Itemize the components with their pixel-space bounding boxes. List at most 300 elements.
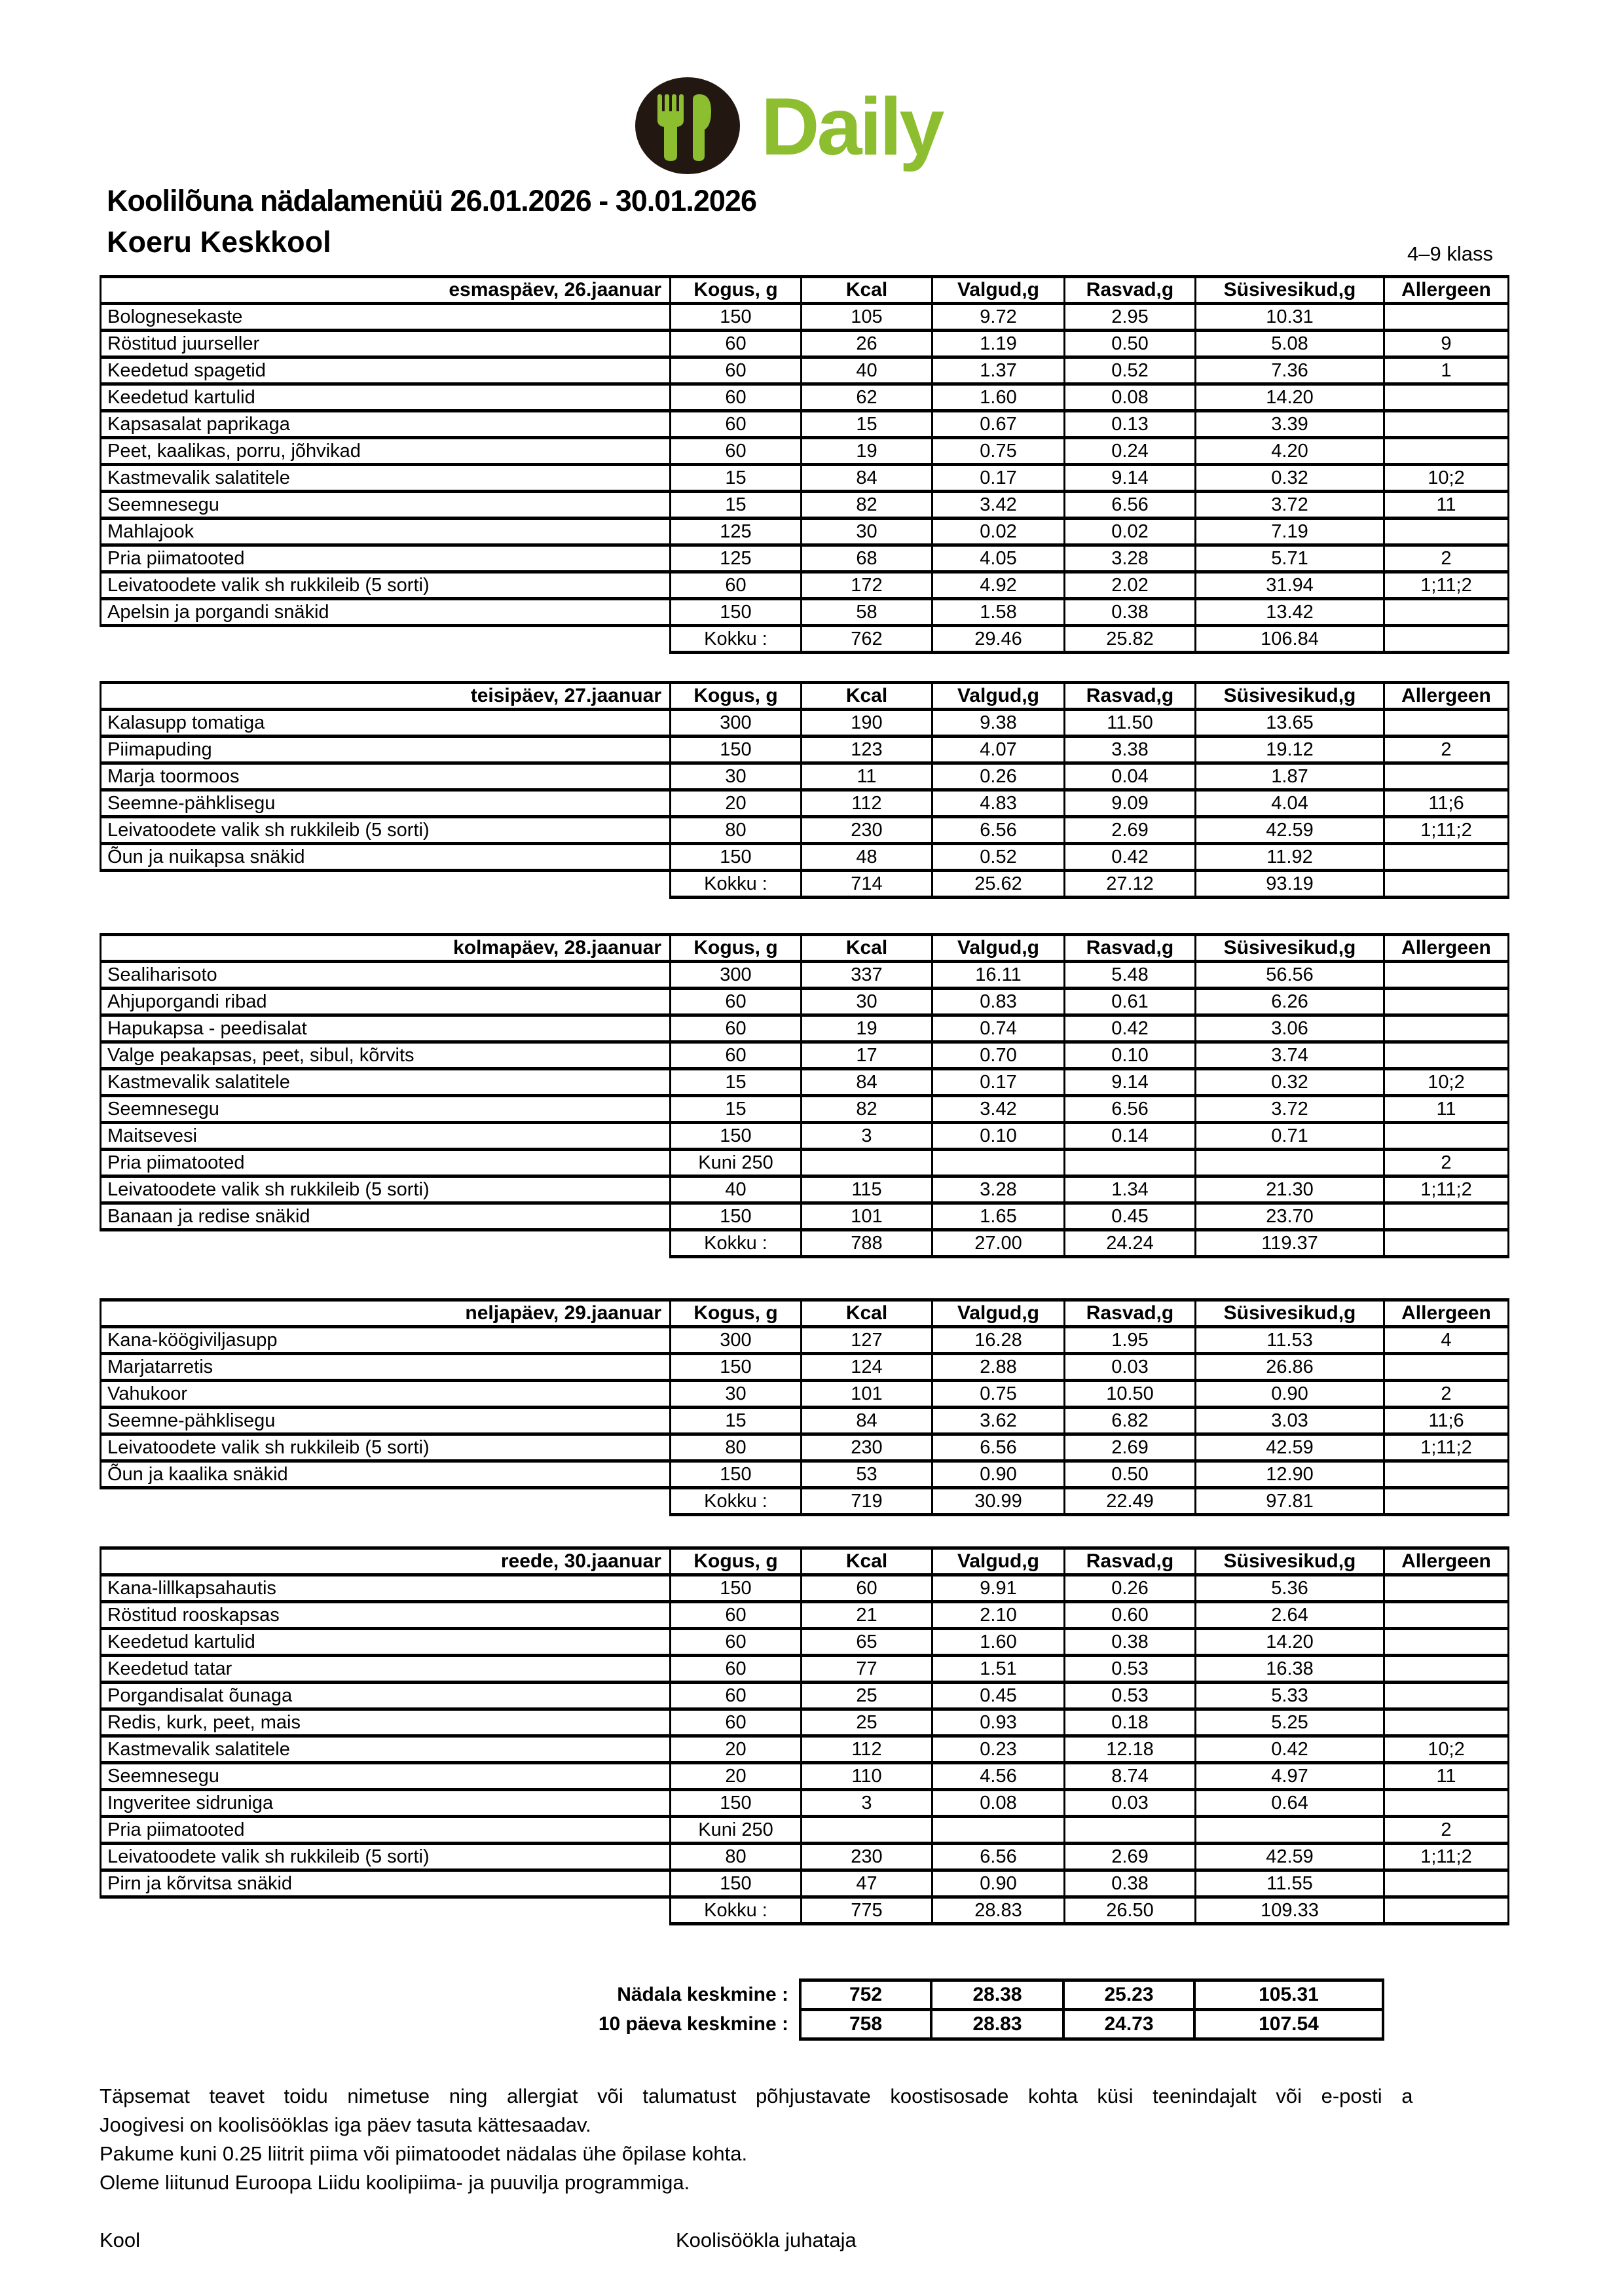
item-value: 0.17	[932, 1069, 1065, 1096]
item-value: 12.90	[1196, 1461, 1384, 1488]
menu-item-row	[101, 519, 1509, 545]
kokku-value: 762	[802, 626, 932, 653]
menu-item-row	[101, 492, 1509, 519]
column-header: Valgud,g	[932, 1300, 1065, 1327]
item-name: Leivatoodete valik sh rukkileib (5 sorti)	[101, 1844, 671, 1870]
kokku-value: 30.99	[932, 1488, 1065, 1515]
item-value: 0.10	[932, 1123, 1065, 1150]
item-value	[802, 1817, 932, 1844]
item-value: 0.90	[1196, 1381, 1384, 1408]
kokku-value: 97.81	[1196, 1488, 1384, 1515]
item-value: 1.65	[932, 1203, 1065, 1230]
kokku-row	[101, 1230, 1509, 1257]
item-value: 60	[671, 1656, 802, 1683]
item-value: 2	[1384, 1817, 1509, 1844]
menu-item-row	[101, 1381, 1509, 1408]
item-value: 5.36	[1196, 1575, 1384, 1602]
item-value: 3.74	[1196, 1042, 1384, 1069]
item-value: 23.70	[1196, 1203, 1384, 1230]
summary-value: 28.38	[931, 1980, 1063, 2010]
blank-cell	[101, 1488, 671, 1515]
item-value: 150	[671, 737, 802, 763]
item-value: 60	[671, 438, 802, 465]
item-value: 11	[1384, 1096, 1509, 1123]
menu-item-row	[101, 438, 1509, 465]
item-value: 30	[802, 989, 932, 1015]
item-value: 6.56	[1065, 1096, 1196, 1123]
column-header: Kogus, g	[671, 277, 802, 304]
item-value: 21.30	[1196, 1176, 1384, 1203]
item-name: Hapukapsa - peedisalat	[101, 1015, 671, 1042]
item-value: 47	[802, 1870, 932, 1897]
day-table	[100, 1298, 1509, 1516]
item-name: Bolognesekaste	[101, 304, 671, 331]
item-value	[1384, 1870, 1509, 1897]
item-value: 0.61	[1065, 989, 1196, 1015]
item-value: 0.50	[1065, 331, 1196, 357]
kokku-value: 788	[802, 1230, 932, 1257]
item-value	[1384, 710, 1509, 737]
item-value: 0.23	[932, 1736, 1065, 1763]
item-name: Mahlajook	[101, 519, 671, 545]
item-value: 15	[671, 1069, 802, 1096]
kokku-value: 25.62	[932, 871, 1065, 898]
item-value: 0.26	[932, 763, 1065, 790]
item-name: Röstitud juurseller	[101, 331, 671, 357]
item-value: 5.71	[1196, 545, 1384, 572]
item-value	[1384, 1123, 1509, 1150]
item-value: 150	[671, 1354, 802, 1381]
menu-item-row	[101, 989, 1509, 1015]
item-value	[1384, 1790, 1509, 1817]
item-value: 15	[671, 1096, 802, 1123]
item-value: 12.18	[1065, 1736, 1196, 1763]
item-value: 40	[671, 1176, 802, 1203]
item-value: 0.90	[932, 1870, 1065, 1897]
item-value: 60	[802, 1575, 932, 1602]
item-value: 82	[802, 1096, 932, 1123]
menu-item-row	[101, 572, 1509, 599]
item-value	[1384, 1354, 1509, 1381]
kokku-value: 119.37	[1196, 1230, 1384, 1257]
item-value: 0.03	[1065, 1790, 1196, 1817]
item-value: 11	[1384, 492, 1509, 519]
item-value: 6.82	[1065, 1408, 1196, 1434]
item-value: 3.06	[1196, 1015, 1384, 1042]
item-value: 60	[671, 1602, 802, 1629]
item-value: 3	[802, 1790, 932, 1817]
day-title: esmaspäev, 26.jaanuar	[101, 277, 671, 304]
item-value: 0.42	[1065, 1015, 1196, 1042]
item-value	[1384, 384, 1509, 411]
item-value: 25	[802, 1683, 932, 1709]
item-value: 2.69	[1065, 817, 1196, 844]
signature-school: Kool	[100, 2229, 141, 2251]
item-value: 150	[671, 1123, 802, 1150]
item-value: 150	[671, 1870, 802, 1897]
item-value: 150	[671, 304, 802, 331]
menu-item-row	[101, 1096, 1509, 1123]
item-value: 337	[802, 962, 932, 989]
item-value: 0.10	[1065, 1042, 1196, 1069]
item-name: Kastmevalik salatitele	[101, 1736, 671, 1763]
day-table	[100, 275, 1509, 654]
item-value: 42.59	[1196, 817, 1384, 844]
column-header: Süsivesikud,g	[1196, 935, 1384, 962]
item-value: 11;6	[1384, 790, 1509, 817]
item-value: 13.42	[1196, 599, 1384, 626]
item-value: 6.56	[932, 1434, 1065, 1461]
summary-label: Nädala keskmine :	[617, 1984, 788, 2005]
column-header: Kogus, g	[671, 683, 802, 710]
item-name: Piimapuding	[101, 737, 671, 763]
item-value: 9.38	[932, 710, 1065, 737]
item-name: Leivatoodete valik sh rukkileib (5 sorti)	[101, 572, 671, 599]
item-value: 2	[1384, 737, 1509, 763]
item-value: 80	[671, 1434, 802, 1461]
item-name: Seemnesegu	[101, 492, 671, 519]
column-header: Allergeen	[1384, 1548, 1509, 1575]
item-name: Leivatoodete valik sh rukkileib (5 sorti)	[101, 1434, 671, 1461]
item-value: 1;11;2	[1384, 1176, 1509, 1203]
item-value: 0.38	[1065, 599, 1196, 626]
item-value: 0.52	[1065, 357, 1196, 384]
item-value: 13.65	[1196, 710, 1384, 737]
item-value: 84	[802, 465, 932, 492]
item-value: 150	[671, 599, 802, 626]
item-value: 14.20	[1196, 384, 1384, 411]
summary-row	[100, 1980, 1383, 2010]
item-value: 2.95	[1065, 304, 1196, 331]
item-value: 30	[802, 519, 932, 545]
item-value	[1384, 1461, 1509, 1488]
item-value	[1384, 1203, 1509, 1230]
kokku-row	[101, 1897, 1509, 1924]
summary-value: 758	[800, 2010, 931, 2039]
item-value: 84	[802, 1408, 932, 1434]
column-header: Süsivesikud,g	[1196, 683, 1384, 710]
item-value: 2.02	[1065, 572, 1196, 599]
column-header: Rasvad,g	[1065, 935, 1196, 962]
item-value: 3.28	[932, 1176, 1065, 1203]
item-value: 1;11;2	[1384, 572, 1509, 599]
item-value: 5.48	[1065, 962, 1196, 989]
item-value: 5.08	[1196, 331, 1384, 357]
item-value: 15	[671, 465, 802, 492]
menu-item-row	[101, 1015, 1509, 1042]
menu-item-row	[101, 1434, 1509, 1461]
item-name: Redis, kurk, peet, mais	[101, 1709, 671, 1736]
blank-cell	[101, 626, 671, 653]
item-name: Kana-köögiviljasupp	[101, 1327, 671, 1354]
item-value	[1384, 599, 1509, 626]
menu-item-row	[101, 1575, 1509, 1602]
item-value: 6.56	[932, 817, 1065, 844]
item-value: 0.53	[1065, 1683, 1196, 1709]
item-value: 4.83	[932, 790, 1065, 817]
item-name: Röstitud rooskapsas	[101, 1602, 671, 1629]
blank-cell	[101, 1897, 671, 1924]
item-value: 1.60	[932, 384, 1065, 411]
item-value: Kuni 250	[671, 1150, 802, 1176]
item-value: 60	[671, 1042, 802, 1069]
item-name: Seemnesegu	[101, 1096, 671, 1123]
item-value	[1384, 763, 1509, 790]
item-value: 2	[1384, 545, 1509, 572]
summary-row	[100, 2010, 1383, 2039]
class-range: 4–9 klass	[1407, 242, 1493, 265]
summary-value: 24.73	[1063, 2010, 1194, 2039]
item-value: 300	[671, 710, 802, 737]
menu-item-row	[101, 790, 1509, 817]
item-name: Kastmevalik salatitele	[101, 1069, 671, 1096]
item-name: Seemnesegu	[101, 1763, 671, 1790]
item-value: 9.09	[1065, 790, 1196, 817]
page-title: Koolilõuna nädalamenüü 26.01.2026 - 30.01.2026	[107, 184, 756, 217]
item-value: 0.03	[1065, 1354, 1196, 1381]
item-value: 1.95	[1065, 1327, 1196, 1354]
item-value: 5.33	[1196, 1683, 1384, 1709]
item-value: 230	[802, 1434, 932, 1461]
column-header: Allergeen	[1384, 277, 1509, 304]
item-value	[932, 1150, 1065, 1176]
item-value: 11.92	[1196, 844, 1384, 871]
item-value: 0.04	[1065, 763, 1196, 790]
item-value: 3.38	[1065, 737, 1196, 763]
item-value: 1.34	[1065, 1176, 1196, 1203]
item-value	[1384, 1683, 1509, 1709]
item-value: 127	[802, 1327, 932, 1354]
column-header: Valgud,g	[932, 935, 1065, 962]
item-value: 190	[802, 710, 932, 737]
menu-item-row	[101, 1602, 1509, 1629]
day-header-row	[101, 935, 1509, 962]
item-value: 25	[802, 1709, 932, 1736]
item-value	[1196, 1150, 1384, 1176]
item-value: 300	[671, 962, 802, 989]
item-value: 3.39	[1196, 411, 1384, 438]
item-value: 125	[671, 545, 802, 572]
item-value: 105	[802, 304, 932, 331]
kokku-label: Kokku :	[671, 1897, 802, 1924]
summary-value: 28.83	[931, 2010, 1063, 2039]
item-value: 3.42	[932, 492, 1065, 519]
item-name: Pria piimatooted	[101, 1150, 671, 1176]
item-value: 60	[671, 357, 802, 384]
item-name: Valge peakapsas, peet, sibul, kõrvits	[101, 1042, 671, 1069]
column-header: Valgud,g	[932, 277, 1065, 304]
menu-item-row	[101, 1069, 1509, 1096]
item-value: 101	[802, 1203, 932, 1230]
item-value: 19	[802, 438, 932, 465]
menu-item-row	[101, 357, 1509, 384]
item-value	[1384, 989, 1509, 1015]
item-value: 65	[802, 1629, 932, 1656]
column-header: Kcal	[802, 683, 932, 710]
item-value: 0.50	[1065, 1461, 1196, 1488]
kokku-label: Kokku :	[671, 1230, 802, 1257]
kokku-value: 28.83	[932, 1897, 1065, 1924]
summary-value: 752	[800, 1980, 931, 2010]
menu-item-row	[101, 1844, 1509, 1870]
item-value: 1.87	[1196, 763, 1384, 790]
item-value: 4.07	[932, 737, 1065, 763]
kokku-value: 109.33	[1196, 1897, 1384, 1924]
daily-logo	[634, 76, 942, 175]
item-value: 19	[802, 1015, 932, 1042]
column-header: Süsivesikud,g	[1196, 277, 1384, 304]
item-value: Kuni 250	[671, 1817, 802, 1844]
item-value: 60	[671, 1015, 802, 1042]
item-value: 2.64	[1196, 1602, 1384, 1629]
kokku-row	[101, 626, 1509, 653]
column-header: Kcal	[802, 1548, 932, 1575]
school-name: Koeru Keskkool	[107, 225, 331, 259]
column-header: Kcal	[802, 935, 932, 962]
menu-item-row	[101, 331, 1509, 357]
item-value: 101	[802, 1381, 932, 1408]
item-value: 3.03	[1196, 1408, 1384, 1434]
item-value: 0.08	[932, 1790, 1065, 1817]
item-value: 1.19	[932, 331, 1065, 357]
item-value	[1384, 1015, 1509, 1042]
item-value: 172	[802, 572, 932, 599]
item-value: 16.11	[932, 962, 1065, 989]
item-value: 60	[671, 1629, 802, 1656]
item-value: 11;6	[1384, 1408, 1509, 1434]
item-value: 0.74	[932, 1015, 1065, 1042]
item-value: 5.25	[1196, 1709, 1384, 1736]
item-value: 10;2	[1384, 1736, 1509, 1763]
item-value: 7.36	[1196, 357, 1384, 384]
item-value: 115	[802, 1176, 932, 1203]
item-value: 16.28	[932, 1327, 1065, 1354]
item-value: 4	[1384, 1327, 1509, 1354]
item-value: 0.64	[1196, 1790, 1384, 1817]
item-value: 112	[802, 790, 932, 817]
summary-value: 107.54	[1194, 2010, 1383, 2039]
item-value	[1384, 1709, 1509, 1736]
item-value: 9.14	[1065, 465, 1196, 492]
item-value: 1.37	[932, 357, 1065, 384]
kokku-row	[101, 1488, 1509, 1515]
item-value	[1384, 844, 1509, 871]
item-value: 0.38	[1065, 1870, 1196, 1897]
item-value: 15	[671, 1408, 802, 1434]
item-value: 9.72	[932, 304, 1065, 331]
item-value: 1.60	[932, 1629, 1065, 1656]
column-header: Rasvad,g	[1065, 683, 1196, 710]
item-value: 60	[671, 331, 802, 357]
item-value: 48	[802, 844, 932, 871]
item-value: 1	[1384, 357, 1509, 384]
item-value: 230	[802, 1844, 932, 1870]
item-value: 30	[671, 763, 802, 790]
item-value: 4.20	[1196, 438, 1384, 465]
item-value	[1196, 1817, 1384, 1844]
item-value	[1065, 1150, 1196, 1176]
kokku-value: 27.00	[932, 1230, 1065, 1257]
item-value: 15	[802, 411, 932, 438]
item-value: 0.14	[1065, 1123, 1196, 1150]
summary-table	[100, 1978, 1384, 2041]
item-value: 0.53	[1065, 1656, 1196, 1683]
item-name: Pria piimatooted	[101, 1817, 671, 1844]
menu-item-row	[101, 1176, 1509, 1203]
column-header: Kcal	[802, 277, 932, 304]
item-name: Ingveritee sidruniga	[101, 1790, 671, 1817]
item-value: 20	[671, 790, 802, 817]
menu-item-row	[101, 1870, 1509, 1897]
menu-item-row	[101, 1123, 1509, 1150]
item-value: 0.02	[932, 519, 1065, 545]
item-value: 3.62	[932, 1408, 1065, 1434]
item-value	[1384, 1629, 1509, 1656]
item-name: Õun ja kaalika snäkid	[101, 1461, 671, 1488]
item-value: 60	[671, 1709, 802, 1736]
item-value	[802, 1150, 932, 1176]
item-value: 0.42	[1196, 1736, 1384, 1763]
signature-manager: Koolisöökla juhataja	[676, 2229, 857, 2251]
column-header: Süsivesikud,g	[1196, 1300, 1384, 1327]
item-name: Keedetud kartulid	[101, 384, 671, 411]
item-value: 0.83	[932, 989, 1065, 1015]
menu-item-row	[101, 304, 1509, 331]
item-value: 9	[1384, 331, 1509, 357]
item-value: 1.51	[932, 1656, 1065, 1683]
item-value	[1384, 438, 1509, 465]
kokku-label: Kokku :	[671, 1488, 802, 1515]
item-value	[1384, 962, 1509, 989]
item-name: Porgandisalat õunaga	[101, 1683, 671, 1709]
kokku-value: 714	[802, 871, 932, 898]
item-value: 1;11;2	[1384, 817, 1509, 844]
menu-item-row	[101, 710, 1509, 737]
item-value: 112	[802, 1736, 932, 1763]
day-table	[100, 933, 1509, 1258]
item-name: Marja toormoos	[101, 763, 671, 790]
day-title: teisipäev, 27.jaanuar	[101, 683, 671, 710]
item-value: 10;2	[1384, 465, 1509, 492]
item-value: 3	[802, 1123, 932, 1150]
item-value: 123	[802, 737, 932, 763]
kokku-value: 26.50	[1065, 1897, 1196, 1924]
item-value: 10.50	[1065, 1381, 1196, 1408]
kokku-value: 24.24	[1065, 1230, 1196, 1257]
item-name: Peet, kaalikas, porru, jõhvikad	[101, 438, 671, 465]
item-name: Kana-lillkapsahautis	[101, 1575, 671, 1602]
day-header-row	[101, 1300, 1509, 1327]
item-value: 9.14	[1065, 1069, 1196, 1096]
menu-item-row	[101, 545, 1509, 572]
day-title: neljapäev, 29.jaanuar	[101, 1300, 671, 1327]
item-value: 42.59	[1196, 1844, 1384, 1870]
kokku-label: Kokku :	[671, 871, 802, 898]
item-value: 4.97	[1196, 1763, 1384, 1790]
item-value: 0.32	[1196, 1069, 1384, 1096]
item-value	[1384, 1575, 1509, 1602]
item-value	[1384, 1602, 1509, 1629]
column-header: Valgud,g	[932, 683, 1065, 710]
menu-item-row	[101, 1327, 1509, 1354]
item-value: 8.74	[1065, 1763, 1196, 1790]
item-value: 80	[671, 1844, 802, 1870]
item-name: Leivatoodete valik sh rukkileib (5 sorti)	[101, 817, 671, 844]
item-name: Apelsin ja porgandi snäkid	[101, 599, 671, 626]
item-value: 21	[802, 1602, 932, 1629]
menu-item-row	[101, 1461, 1509, 1488]
item-name: Pirn ja kõrvitsa snäkid	[101, 1870, 671, 1897]
